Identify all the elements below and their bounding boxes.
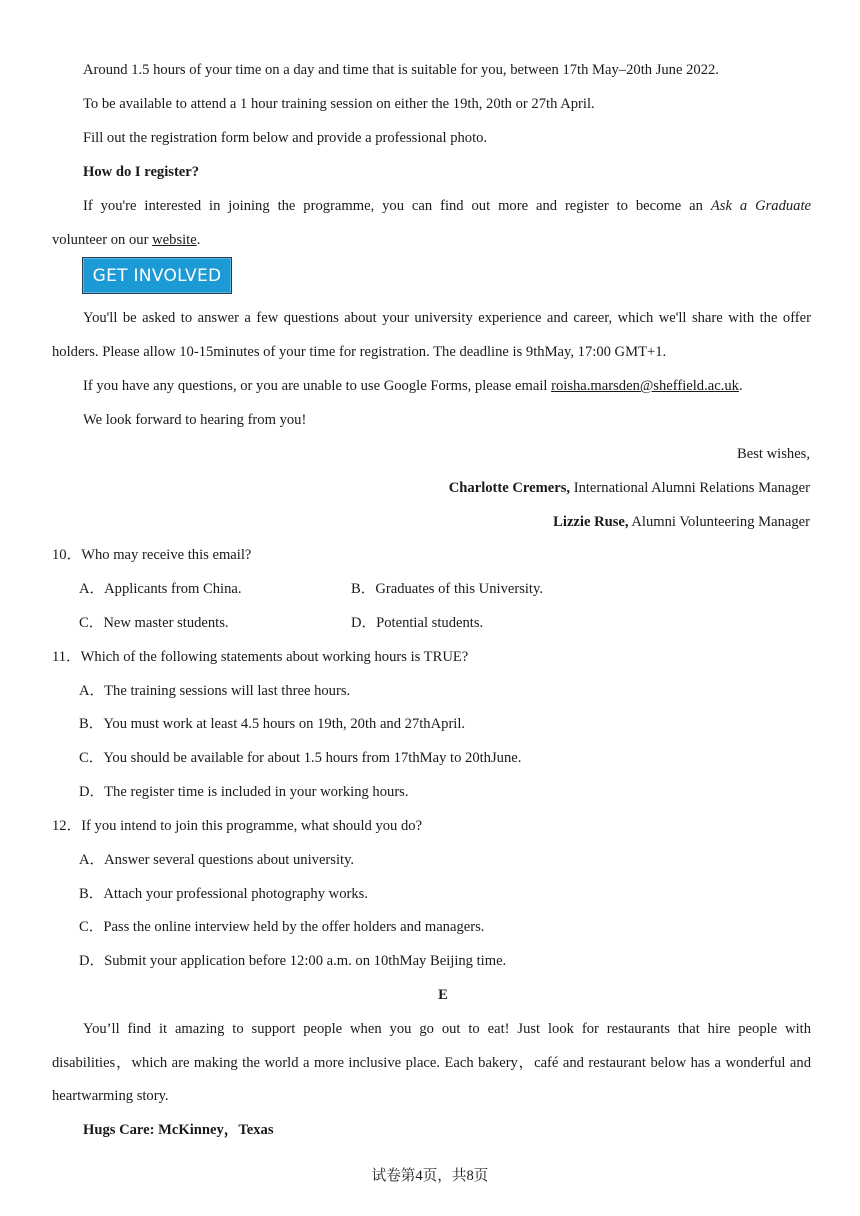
paragraph-registration-form: Fill out the registration form below and provide a professional photo. bbox=[83, 130, 488, 146]
question-12-option-a[interactable]: A．Answer several questions about university. bbox=[79, 852, 355, 868]
website-link[interactable]: website bbox=[152, 232, 197, 248]
question-12-option-d[interactable]: D．Submit your application before 12:00 a.m. on 10thMay Beijing time. bbox=[79, 953, 507, 969]
paragraph-questions: If you have any questions, or you are unable to use Google Forms, please email roisha.marsden@sheffield.ac.uk. bbox=[83, 378, 743, 394]
section-e-heading-hugs-care: Hugs Care: McKinney，Texas bbox=[83, 1122, 274, 1138]
question-11-stem: 11．Which of the following statements about working hours is TRUE? bbox=[52, 649, 469, 665]
signature-charlotte: Charlotte Cremers, International Alumni Relations Manager bbox=[448, 480, 810, 496]
heading-how-to-register: How do I register? bbox=[83, 164, 200, 180]
paragraph-asked-line2: holders. Please allow 10-15minutes of your time for registration. The deadline is 9thMay, 17:00 GMT+1. bbox=[52, 344, 667, 360]
email-link[interactable]: roisha.marsden@sheffield.ac.uk bbox=[551, 378, 739, 394]
question-10-option-a[interactable]: A．Applicants from China. bbox=[79, 581, 242, 597]
signature-lizzie: Lizzie Ruse, Alumni Volunteering Manager bbox=[553, 514, 810, 530]
paragraph-interest-line1: If you're interested in joining the programme, you can find out more and register to become an Ask a Graduate bbox=[83, 198, 812, 214]
question-10-option-c[interactable]: C．New master students. bbox=[79, 615, 229, 631]
question-11-option-a[interactable]: A．The training sessions will last three hours. bbox=[79, 683, 351, 699]
section-e-letter: E bbox=[438, 987, 448, 1003]
section-e-paragraph-line1: You’ll find it amazing to support people when you go out to eat! Just look for restaurants that hire people with bbox=[83, 1021, 811, 1037]
programme-name: Ask a Graduate bbox=[710, 198, 812, 214]
section-e-paragraph-line3: heartwarming story. bbox=[52, 1088, 169, 1104]
paragraph-training: To be available to attend a 1 hour training session on either the 19th, 20th or 27th April. bbox=[83, 96, 595, 112]
question-11-option-c[interactable]: C．You should be available for about 1.5 hours from 17thMay to 20thJune. bbox=[79, 750, 522, 766]
question-12-option-b[interactable]: B．Attach your professional photography works. bbox=[79, 886, 368, 902]
question-11-option-b[interactable]: B．You must work at least 4.5 hours on 19th, 20th and 27thApril. bbox=[79, 716, 466, 732]
paragraph-interest-line2: volunteer on our website. bbox=[52, 232, 201, 248]
paragraph-asked-line1: You'll be asked to answer a few questions about your university experience and career, which we'll share with the offer bbox=[83, 310, 811, 326]
paragraph-look-forward: We look forward to hearing from you! bbox=[83, 412, 307, 428]
question-12-option-c[interactable]: C．Pass the online interview held by the offer holders and managers. bbox=[79, 919, 485, 935]
question-11-option-d[interactable]: D．The register time is included in your working hours. bbox=[79, 784, 409, 800]
sign-off: Best wishes, bbox=[737, 446, 810, 462]
question-10-stem: 10．Who may receive this email? bbox=[52, 547, 252, 563]
question-12-stem: 12．If you intend to join this programme, what should you do? bbox=[52, 818, 423, 834]
question-10-option-d[interactable]: D．Potential students. bbox=[351, 615, 484, 631]
paragraph-time-commitment: Around 1.5 hours of your time on a day and time that is suitable for you, between 17th May–20th June 2022. bbox=[83, 62, 719, 78]
section-e-paragraph-line2: disabilities，which are making the world a more inclusive place. Each bakery，café and restaurant below has a wonderful and bbox=[52, 1055, 811, 1071]
question-10-option-b[interactable]: B．Graduates of this University. bbox=[351, 581, 543, 597]
get-involved-button[interactable]: GET INVOLVED bbox=[82, 257, 232, 294]
page-footer: 试卷第4页，共8页 bbox=[371, 1168, 489, 1184]
